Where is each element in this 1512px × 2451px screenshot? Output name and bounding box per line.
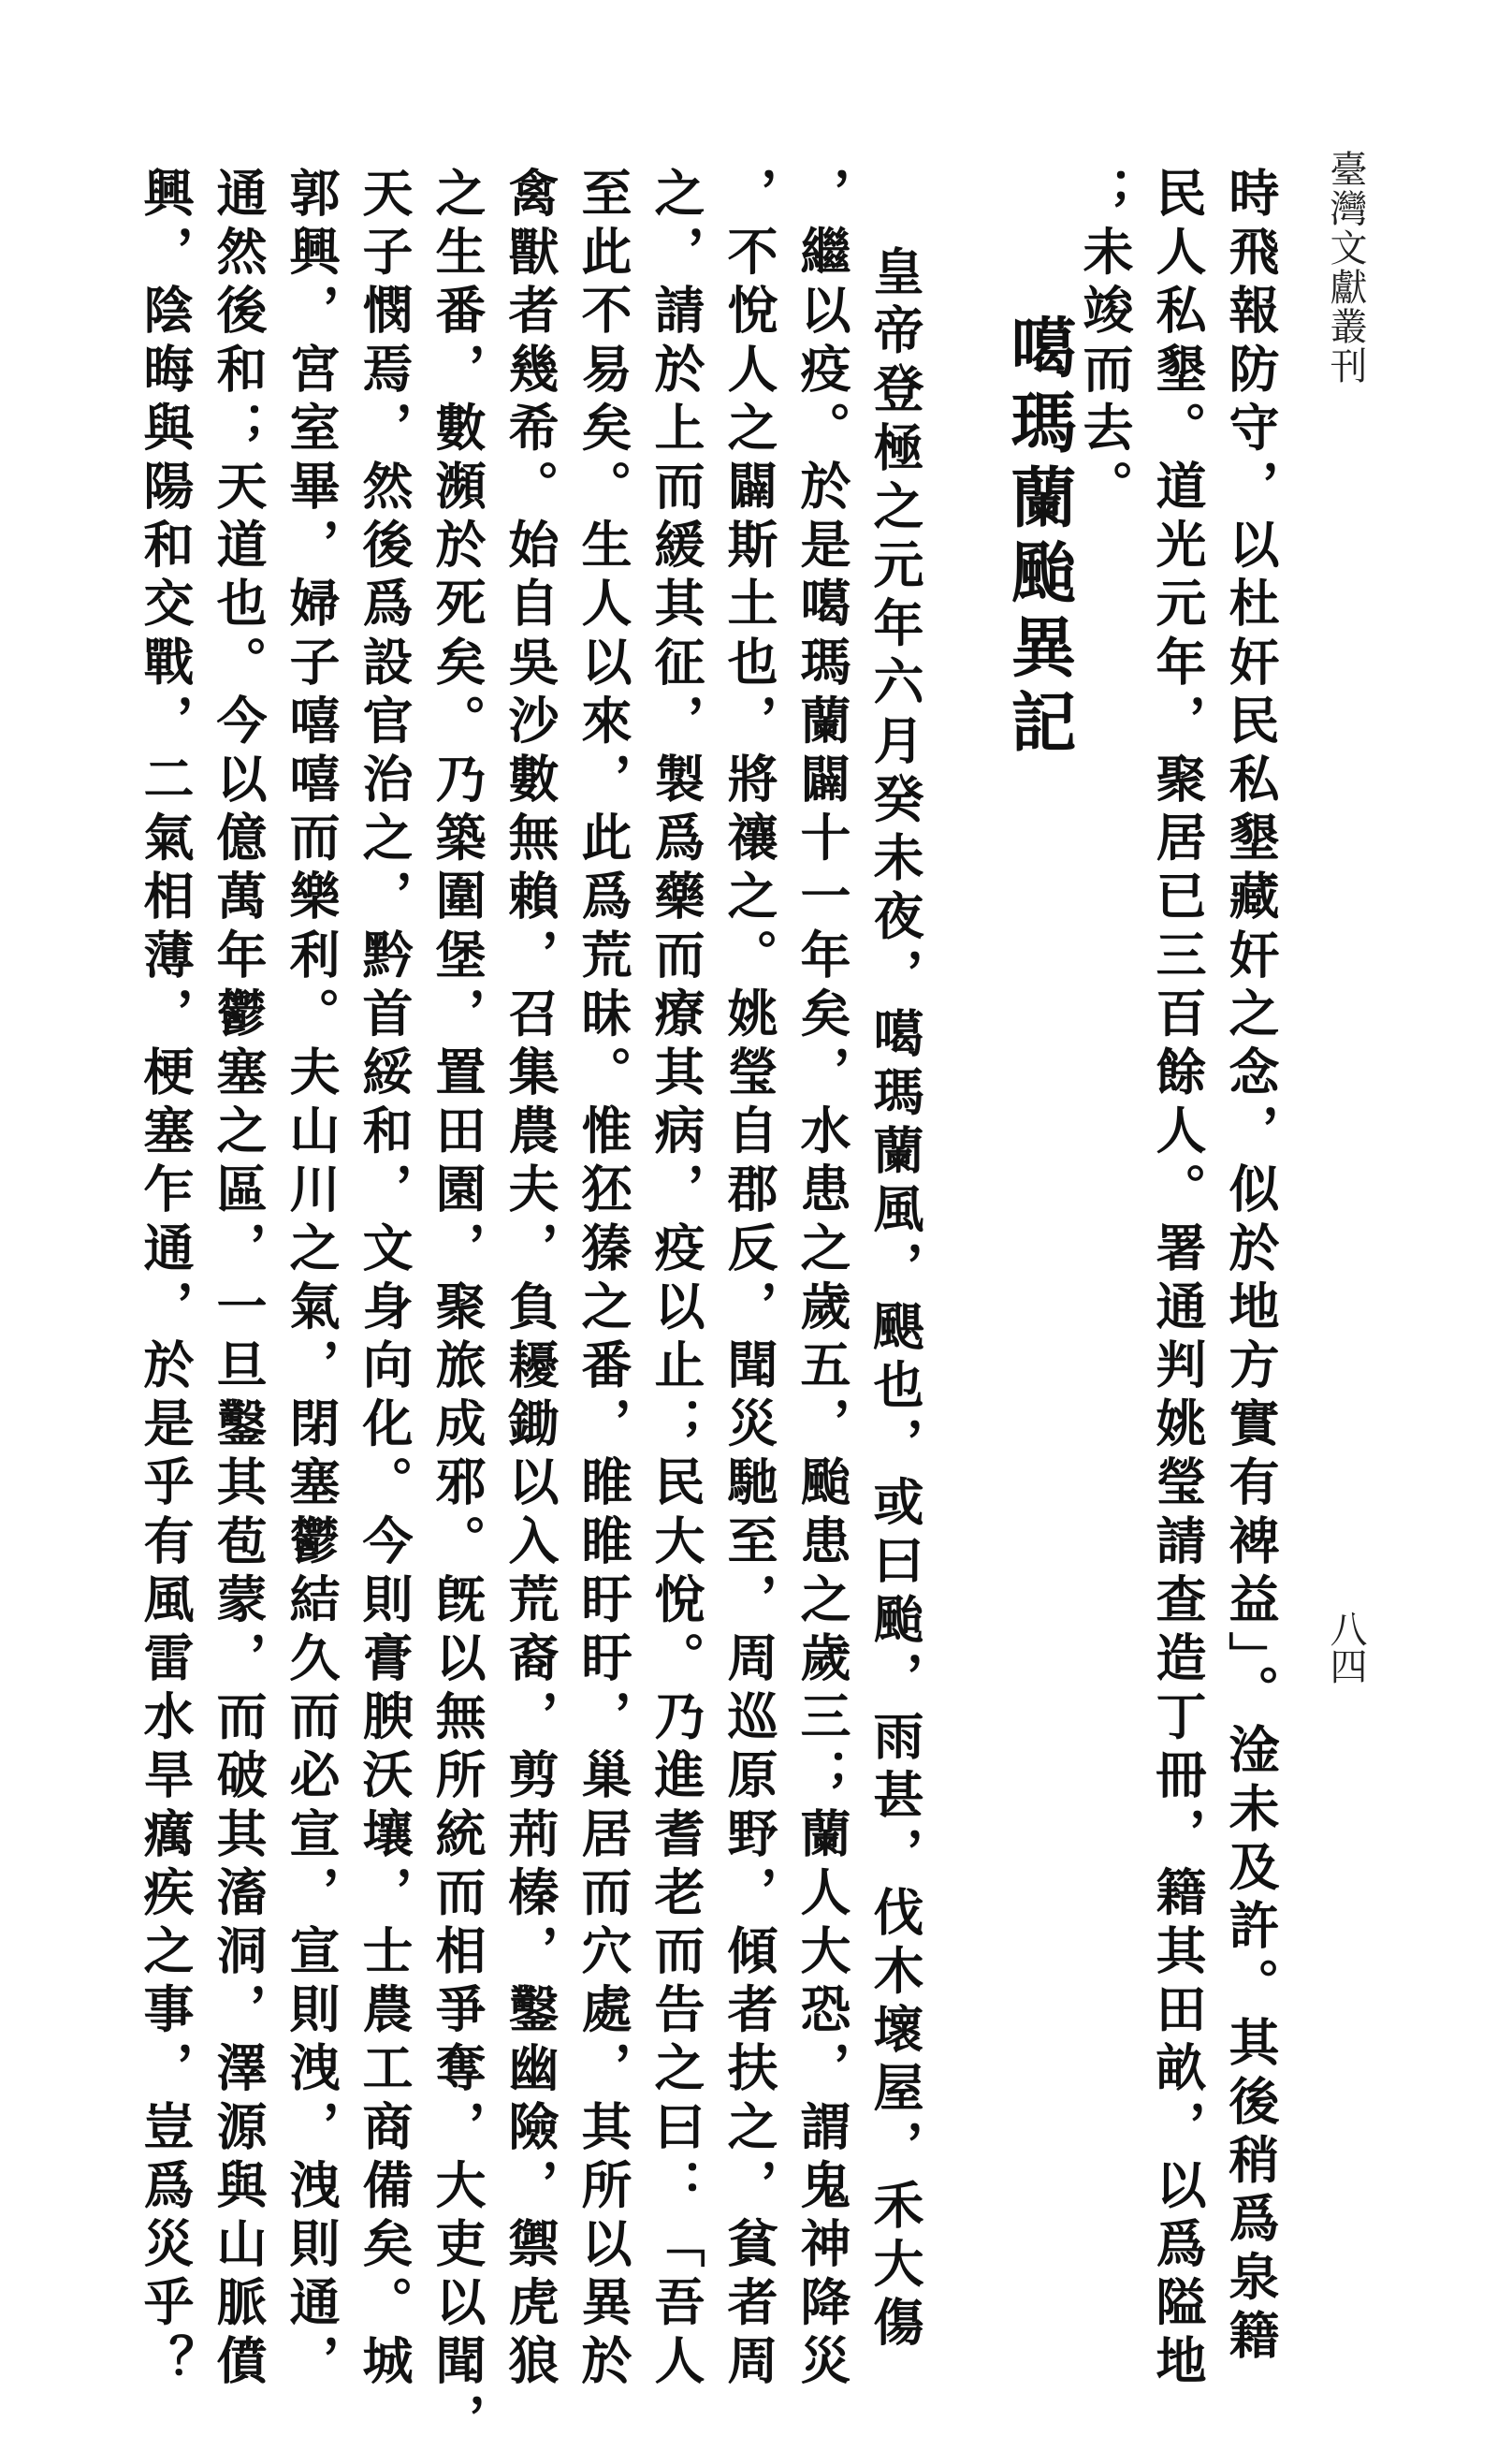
- text-column: ，不悅人之闢斯土也，將禳之。姚瑩自郡反，聞災馳至，周巡原野，傾者扶之，貧者周: [720, 167, 779, 2393]
- text-column: 之，請於上而緩其征，製爲藥而療其病，疫以止；民大悅。乃進耆老而告之曰：「吾人: [647, 167, 706, 2393]
- text-column: ；未竣而去。: [1075, 167, 1135, 518]
- text-column: 興，陰晦與陽和交戰，二氣相薄，梗塞乍通，於是乎有風雷水旱癘疾之事，豈爲災乎？: [136, 167, 196, 2393]
- text-column: 之生番，數瀕於死矣。乃築圍堡，置田園，聚旅成邪。旣以無所統而相爭奪，大吏以聞，: [428, 167, 487, 2451]
- book-title-header: 臺灣文獻叢刊: [1324, 150, 1367, 386]
- text-column: 禽獸者幾希。始自吳沙數無賴，召集農夫，負耰鋤以入荒裔，剪荊榛，鑿幽險，禦虎狼: [501, 167, 560, 2393]
- section-title: 噶瑪蘭颱異記: [1000, 314, 1078, 763]
- text-column: 郭興，宮室畢，婦子嘻嘻而樂利。夫山川之氣，閉塞鬱結久而必宣，宣則洩，洩則通，: [282, 167, 342, 2393]
- text-column: 通然後和；天道也。今以億萬年鬱塞之區，一旦鑿其苞蒙，而破其滀洞，澤源與山脈僨: [209, 167, 269, 2393]
- page-number: 八四: [1324, 1610, 1367, 1685]
- text-column: 至此不易矣。生人以來，此爲荒昧。惟狉獉之番，睢睢盱盱，巢居而穴處，其所以異於: [574, 167, 633, 2393]
- text-column: 民人私墾。道光元年，聚居已三百餘人。署通判姚瑩請查造丁冊，籍其田畝，以爲隘地: [1148, 167, 1208, 2393]
- text-column: 時飛報防守，以杜奸民私墾藏奸之念，似於地方實有裨益」。淦未及許。其後稍爲泉籍: [1221, 167, 1281, 2368]
- text-column: 皇帝登極之元年六月癸未夜，噶瑪蘭風，颶也，或曰颱，雨甚，伐木壞屋，禾大傷: [865, 245, 925, 2355]
- text-column: 天子憫焉，然後爲設官治之，黔首綏和，文身向化。今則膏腴沃壤，士農工商備矣。城: [355, 167, 414, 2393]
- text-column: ，繼以疫。於是噶瑪蘭闢十一年矣，水患之歲五，颱患之歲三；蘭人大恐，謂鬼神降災: [792, 167, 852, 2393]
